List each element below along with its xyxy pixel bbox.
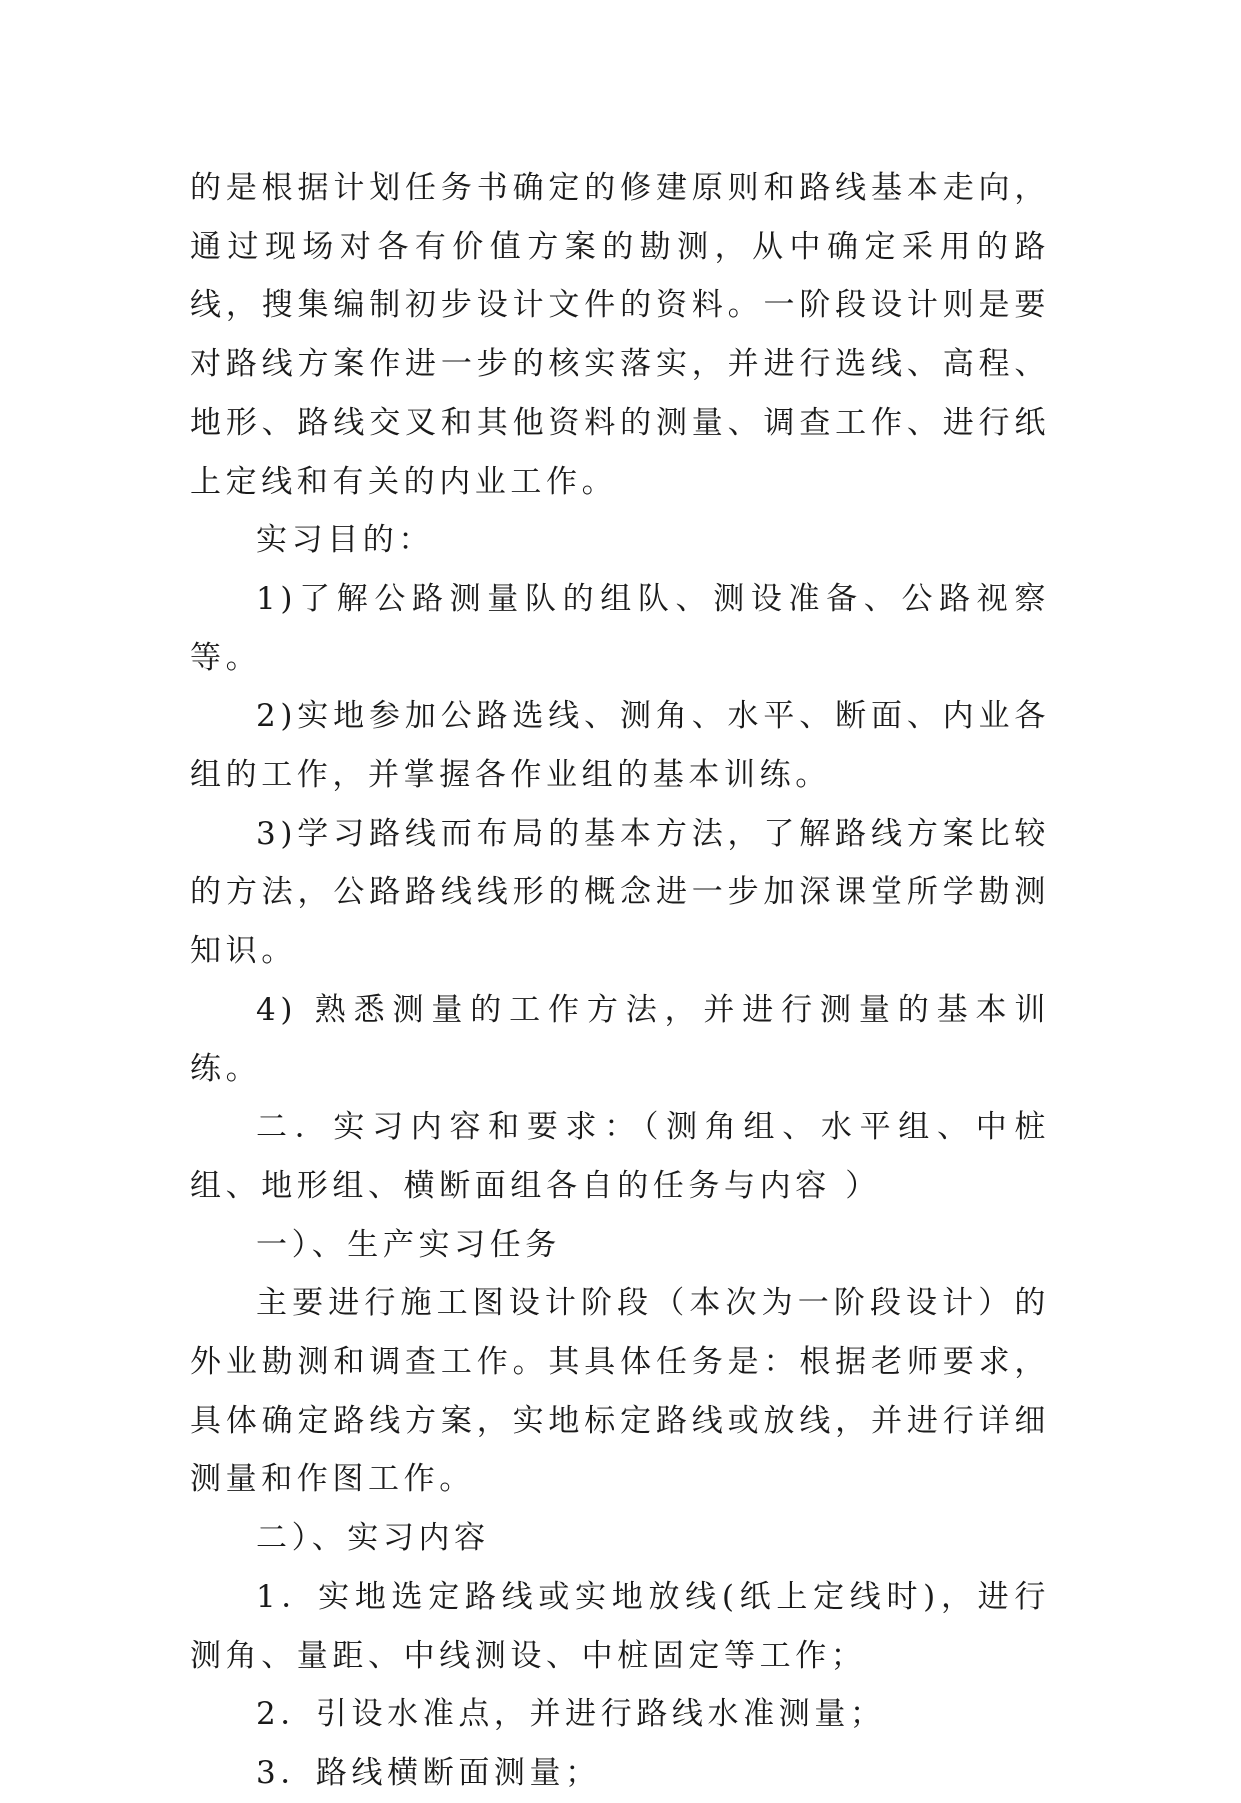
list-item-content-1: 1．实地选定路线或实地放线(纸上定线时)，进行测角、量距、中线测设、中桩固定等工作； [190, 1578, 1050, 1674]
document-body [190, 159, 1050, 1803]
list-item-content-3: 3．路线横断面测量； [256, 1754, 601, 1791]
section-heading-content-requirements: 二．实习内容和要求：（测角组、水平组、中桩组、地形组、横断面组各自的任务与内容 ） [190, 1109, 1050, 1204]
paragraph-objective-3: 3)学习路线而布局的基本方法，了解路线方案比较的方法，公路路线线形的概念进一步加深课堂所学勘测知识。 [190, 815, 1050, 970]
paragraph-objective-1: 1)了解公路测量队的组队、测设准备、公路视察等。 [190, 580, 1050, 676]
subsection-heading-tasks: 一）、生产实习任务 [256, 1226, 561, 1263]
subsection-heading-content: 二）、实习内容 [256, 1520, 490, 1557]
list-item-content-2: 2．引设水准点，并进行路线水准测量； [256, 1696, 886, 1733]
paragraph-objective-4: 4) 熟悉测量的工作方法，并进行测量的基本训练。 [190, 991, 1050, 1087]
paragraph-objectives-heading: 实习目的： [256, 522, 434, 559]
paragraph-tasks-body: 主要进行施工图设计阶段（本次为一阶段设计）的外业勘测和调查工作。其具体任务是：根据老师要求，具体确定路线方案，实地标定路线或放线，并进行详细测量和作图工作。 [190, 1285, 1050, 1498]
paragraph-continuation: 的是根据计划任务书确定的修建原则和路线基本走向，通过现场对各有价值方案的勘测，从中确定采用的路线，搜集编制初步设计文件的资料。一阶段设计则是要对路线方案作进一步的核实落实，并进行选线、高程、地形、路线交叉和其他资料的测量、调查工作、进行纸上定线和有关的内业工作。 [190, 170, 1050, 500]
paragraph-objective-2: 2)实地参加公路选线、测角、水平、断面、内业各组的工作，并掌握各作业组的基本训练。 [190, 698, 1050, 794]
